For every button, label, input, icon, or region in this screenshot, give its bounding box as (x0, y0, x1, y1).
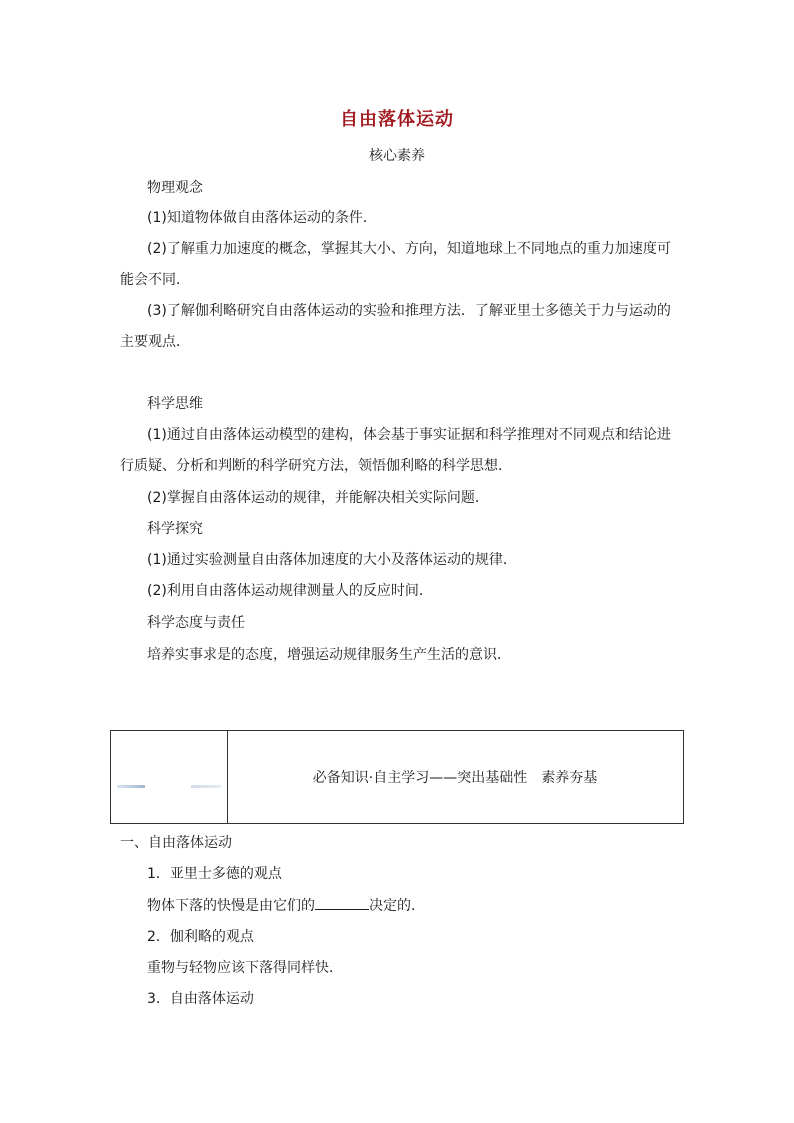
attitude-item-1: 培养实事求是的态度，增强运动规律服务生产生活的意识． (147, 647, 511, 663)
scientific-inquiry-item-1: (1)通过实验测量自由落体加速度的大小及落体运动的规律． (147, 552, 517, 568)
page-title: 自由落体运动 (340, 109, 454, 130)
scientific-thinking-item-2: (2)掌握自由落体运动的规律，并能解决相关实际问题． (147, 490, 489, 506)
scientific-thinking-item-1-line-1: (1)通过自由落体运动模型的建构，体会基于事实证据和科学推理对不同观点和结论进 (147, 427, 671, 443)
scientific-thinking-item-1-line-2: 行质疑、分析和判断的科学研究方法，领悟伽利略的科学思想． (120, 458, 512, 474)
physics-concept-heading: 物理观念 (147, 180, 203, 196)
banner-text: 必备知识·自主学习——突出基础性 素养夯基 (312, 770, 598, 786)
physics-concept-item-3-line-1: (3)了解伽利略研究自由落体运动的实验和推理方法．了解亚里士多德关于力与运动的 (147, 303, 671, 319)
physics-concept-item-3-line-2: 主要观点． (120, 334, 190, 350)
scientific-inquiry-item-2: (2)利用自由落体运动规律测量人的反应时间． (147, 583, 433, 599)
physics-concept-item-1: (1)知道物体做自由落体运动的条件． (147, 210, 377, 226)
scientific-thinking-heading: 科学思维 (147, 396, 203, 412)
subsection-2-heading: 2．伽利略的观点 (147, 929, 254, 945)
subsection-1-heading: 1．亚里士多德的观点 (147, 866, 282, 882)
attitude-heading: 科学态度与责任 (147, 615, 245, 631)
subsection-3-heading: 3．自由落体运动 (147, 991, 254, 1007)
physics-concept-item-2-line-1: (2)了解重力加速度的概念，掌握其大小、方向，知道地球上不同地点的重力加速度可 (147, 241, 671, 257)
scientific-inquiry-heading: 科学探究 (147, 521, 203, 537)
decorative-bar-left (117, 785, 145, 788)
physics-concept-item-2-line-2: 能会不同． (120, 272, 190, 288)
section-banner (110, 730, 684, 824)
fill-in-text-after: 决定的． (369, 898, 425, 914)
subsection-2-text: 重物与轻物应该下落得同样快． (147, 960, 343, 976)
core-literacy-heading: 核心素养 (369, 148, 425, 164)
section-heading: 一、自由落体运动 (120, 835, 232, 851)
fill-in-blank (315, 895, 369, 910)
subsection-1-text (147, 895, 425, 916)
decorative-bar-right (191, 785, 221, 788)
banner-decoration-cell (111, 731, 228, 823)
fill-in-text-before: 物体下落的快慢是由它们的 (147, 898, 315, 914)
